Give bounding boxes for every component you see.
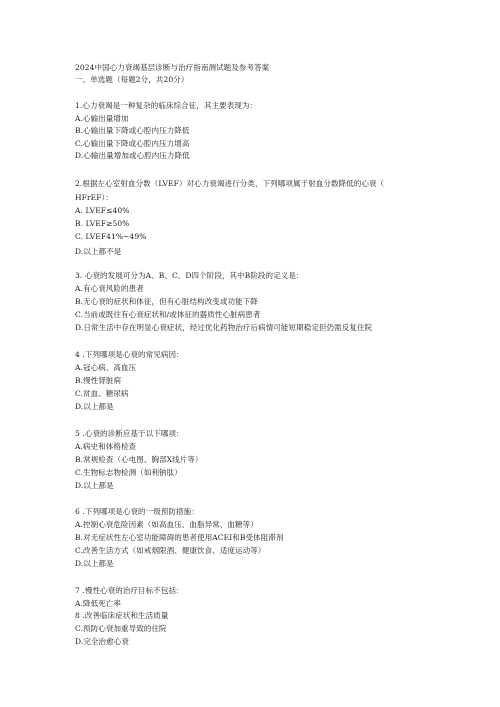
section-heading: 一、单选题（每题2分，共20分） (75, 75, 189, 84)
question-2-option-a: A. LVEF≤40% (75, 206, 130, 215)
question-2-stem: 2.根据左心室射血分数（LVEF）对心力衰竭进行分类，下列哪项属于射血分数降低的心衰（ (75, 179, 385, 188)
question-3-option-d: D.日常生活中存在明显心衰症状，经过优化药物治疗后病情可能短期稳定但仍需反复住院 (75, 323, 373, 332)
question-7-option-d: D.完全治愈心衰 (75, 637, 129, 646)
question-6-option-d: D.以上都是 (75, 559, 114, 568)
question-7-option-b: 8 .改善临床症状和生活质量 (75, 611, 169, 620)
question-5-option-c: C.生物标志物检测（如利钠肽） (75, 468, 182, 477)
document-title: 2024中国心力衰竭基层诊断与治疗指南测试题及参考答案 (75, 63, 270, 72)
question-3-option-c: C.当前或既往有心衰症状和/或体征的器质性心脏病患者 (75, 310, 261, 319)
question-5-option-b: B.常规检查（心电图、胸部X线片等） (75, 455, 203, 464)
question-2-option-c: C. LVEF41%~49% (75, 232, 147, 241)
question-6-option-a: A.控制心衰危险因素（如高血压、血脂异常、血糖等） (75, 520, 258, 529)
question-7-option-a: A.降低死亡率 (75, 599, 121, 608)
question-6-option-b: B.对无症状性左心室功能障碍的患者使用ACEI和B受体阻滞剂 (75, 533, 284, 542)
question-2-option-b: B. LVEF≥50% (75, 219, 130, 228)
question-1-option-c: C.心输出量下降或心腔内压力增高 (75, 139, 190, 148)
question-6-stem: 6 .下列哪项是心衰的一级预防措施： (75, 507, 199, 516)
question-3-option-b: B.无心衰的症状和体征，但有心脏结构改变或功能下降 (75, 297, 258, 306)
question-2-stem-cont: HFrEF）： (75, 193, 113, 202)
question-4-option-b: B.慢性肾脏病 (75, 376, 122, 385)
question-4-option-d: D.以上都是 (75, 402, 114, 411)
question-3-stem: 3. 心衰的发展可分为A、B、C、D四个阶段，其中B阶段的定义是： (75, 271, 304, 280)
question-5-option-a: A.病史和体格检查 (75, 442, 137, 451)
question-7-stem: 7 .慢性心衰的治疗目标不包括： (75, 586, 184, 595)
question-4-stem: 4 .下列哪项是心衰的常见病因： (75, 350, 184, 359)
question-7-option-c: C.预防心衰加重导致的住院 (75, 624, 167, 633)
question-1-stem: 1.心力衰竭是一种复杂的临床综合征，其主要表现为： (75, 101, 258, 110)
question-3-option-a: A.有心衰风险的患者 (75, 284, 144, 293)
question-5-stem: 5 .心衰的诊断应基于以下哪项： (75, 429, 184, 438)
question-1-option-d: D.心输出量增加或心腔内压力降低 (75, 151, 190, 160)
question-2-option-d: D.以上都不是 (75, 247, 122, 256)
question-4-option-a: A.冠心病、高血压 (75, 363, 137, 372)
question-6-option-c: C.改善生活方式（如戒烟限酒、健康饮食、适度运动等） (75, 546, 266, 555)
question-5-option-d: D.以上都是 (75, 481, 114, 490)
question-1-option-a: A.心输出量增加 (75, 114, 129, 123)
question-4-option-c: C.贫血、糖尿病 (75, 389, 129, 398)
question-1-option-b: B.心输出量下降或心腔内压力降低 (75, 126, 190, 135)
